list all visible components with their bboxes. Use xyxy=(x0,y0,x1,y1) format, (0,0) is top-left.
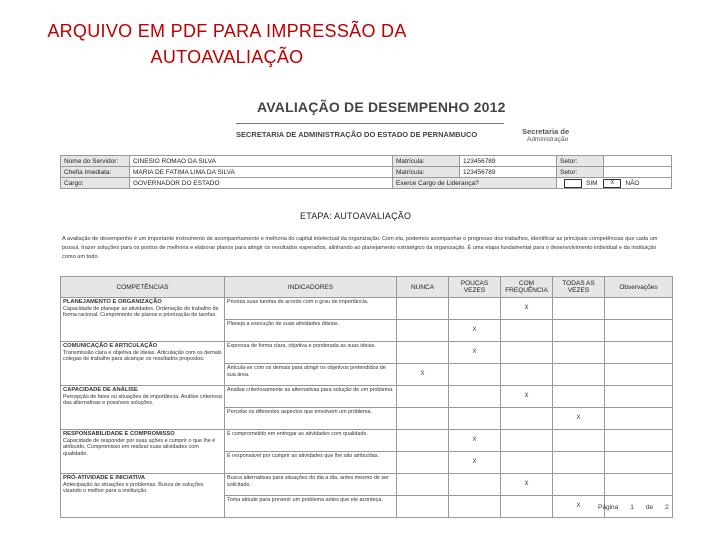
competency-cell xyxy=(61,342,225,386)
nunca-cell[interactable] xyxy=(397,496,449,518)
poucas-vezes-cell[interactable] xyxy=(449,474,501,496)
com-frequencia-cell[interactable] xyxy=(501,320,553,342)
document-subtitle: SECRETARIA DE ADMINISTRAÇÃO DO ESTADO DE PERNAMBUCO xyxy=(236,130,478,139)
nunca-cell[interactable] xyxy=(397,430,449,452)
sim-checkbox[interactable] xyxy=(564,179,582,188)
competency-table xyxy=(60,276,673,518)
competency-description: Transmissão clara e objetiva de ideias. Articulação com os demais colegas de trabalho para alcançar os resultados propostos. xyxy=(63,349,222,362)
com-frequencia-cell[interactable]: X xyxy=(501,474,553,496)
lideranca-label: Exerce Cargo de Liderança? xyxy=(393,178,557,189)
setor2-value xyxy=(604,167,672,178)
competency-name: RESPONSABILIDADE E COMPROMISSO xyxy=(63,431,175,437)
indicator-text: Expressa de forma clara, objetiva e ponderada as suas ideias. xyxy=(225,342,397,364)
todas-as-vezes-cell[interactable] xyxy=(553,342,605,364)
employee-info-table xyxy=(60,155,672,189)
todas-as-vezes-cell[interactable] xyxy=(553,430,605,452)
title-divider xyxy=(236,123,504,124)
indicator-text: Analisa criteriosamente as alternativas para solução de um problema. xyxy=(225,386,397,408)
todas-as-vezes-cell[interactable]: X xyxy=(553,496,605,518)
observacoes-cell[interactable] xyxy=(605,408,673,430)
com-frequencia-cell[interactable] xyxy=(501,364,553,386)
lideranca-options xyxy=(557,178,672,189)
competency-name: PRÓ-ATIVIDADE E INICIATIVA xyxy=(63,475,146,481)
document-title: AVALIAÇÃO DE DESEMPENHO 2012 xyxy=(257,99,506,115)
page-label: Página xyxy=(598,504,619,511)
setor2-label: Setor: xyxy=(557,167,604,178)
intro-paragraph: A avaliação de desempenho é um importante instrumento de acompanhamento e melhoria do capital intelectual da organização. Com ela, podemos acompanhar o progresso dos trabalhos, identificar as principais competências que cada um possui, trazer soluções para os pontos de melhoria e elaborar planos para atingir os resultados esperados, alinhando ao planejamento estratégico da organização. É uma etapa fundamental para o desenvolvimento individual e da instituição como um todo. xyxy=(62,236,658,260)
col-competencias: COMPETÊNCIAS xyxy=(61,277,225,298)
table-row xyxy=(61,342,673,364)
matricula-value: 123456789 xyxy=(460,156,557,167)
matricula2-value: 123456789 xyxy=(460,167,557,178)
com-frequencia-cell[interactable] xyxy=(501,430,553,452)
nao-checkbox[interactable]: X xyxy=(603,179,621,188)
observacoes-cell[interactable] xyxy=(605,298,673,320)
table-row xyxy=(61,298,673,320)
table-row xyxy=(61,474,673,496)
page-total: 2 xyxy=(665,504,669,511)
observacoes-cell[interactable] xyxy=(605,430,673,452)
todas-as-vezes-cell[interactable] xyxy=(553,386,605,408)
etapa-heading: ETAPA: AUTOAVALIAÇÃO xyxy=(300,211,412,221)
poucas-vezes-cell[interactable] xyxy=(449,408,501,430)
competency-description: Percepção de fatos ou situações de importância. Análise criteriosa das alternativas e possíveis soluções. xyxy=(63,393,222,406)
pdf-document xyxy=(52,92,680,522)
competency-cell xyxy=(61,386,225,430)
todas-as-vezes-cell[interactable] xyxy=(553,298,605,320)
competency-cell xyxy=(61,474,225,518)
observacoes-cell[interactable] xyxy=(605,452,673,474)
nome-value: CINESIO ROMAO DA SILVA xyxy=(130,156,393,167)
poucas-vezes-cell[interactable]: X xyxy=(449,342,501,364)
col-indicadores: INDICADORES xyxy=(225,277,397,298)
page-sep: de xyxy=(645,504,654,511)
indicator-text: Toma atitude para prevenir um problema antes que ele aconteça. xyxy=(225,496,397,518)
competency-cell xyxy=(61,298,225,342)
page-current: 1 xyxy=(630,504,634,511)
logo-line1: Secretaria de xyxy=(522,127,570,136)
observacoes-cell[interactable] xyxy=(605,364,673,386)
competency-name: PLANEJAMENTO E ORGANIZAÇÃO xyxy=(63,299,162,305)
indicator-text: Articula-se com os demais para atingir os objetivos pretendidos de sua área. xyxy=(225,364,397,386)
com-frequencia-cell[interactable] xyxy=(501,342,553,364)
secretaria-logo xyxy=(522,128,569,144)
com-frequencia-cell[interactable] xyxy=(501,496,553,518)
nome-label: Nome do Servidor: xyxy=(61,156,130,167)
nunca-cell[interactable] xyxy=(397,298,449,320)
nunca-cell[interactable] xyxy=(397,452,449,474)
com-frequencia-cell[interactable] xyxy=(501,408,553,430)
todas-as-vezes-cell[interactable] xyxy=(553,474,605,496)
poucas-vezes-cell[interactable]: X xyxy=(449,452,501,474)
competency-description: Capacidade de responder por suas ações e cumprir o que lhe é atribuído. Compromisso em realizar suas atividades com qualidade. xyxy=(63,437,216,457)
nunca-cell[interactable] xyxy=(397,474,449,496)
competency-description: Antecipação às situações e problemas. Busca de soluções visando o melhor para a instituição. xyxy=(63,481,204,494)
table-row xyxy=(61,386,673,408)
col-todas-as-vezes: TODAS AS VEZES xyxy=(553,277,605,298)
com-frequencia-cell[interactable] xyxy=(501,452,553,474)
indicator-text: Percebe os diferentes aspectos que envolvem um problema. xyxy=(225,408,397,430)
nao-label: NÃO xyxy=(625,179,640,187)
indicator-text: É responsável por cumprir as atividades que lhe são atribuídas. xyxy=(225,452,397,474)
observacoes-cell[interactable] xyxy=(605,320,673,342)
com-frequencia-cell[interactable]: X xyxy=(501,386,553,408)
matricula2-label: Matrícula: xyxy=(393,167,460,178)
logo-line2: Administração xyxy=(527,136,569,143)
matricula-label: Matrícula: xyxy=(393,156,460,167)
indicator-text: Planeja a execução de suas atividades diárias. xyxy=(225,320,397,342)
col-poucas-vezes: POUCAS VEZES xyxy=(449,277,501,298)
competency-cell xyxy=(61,430,225,474)
indicator-text: Prioriza suas tarefas de acordo com o grau de importância. xyxy=(225,298,397,320)
col-observacoes: Observações xyxy=(605,277,673,298)
todas-as-vezes-cell[interactable] xyxy=(553,364,605,386)
observacoes-cell[interactable] xyxy=(605,474,673,496)
col-nunca: NUNCA xyxy=(397,277,449,298)
setor-label: Setor: xyxy=(557,156,604,167)
poucas-vezes-cell[interactable]: X xyxy=(449,430,501,452)
nunca-cell[interactable] xyxy=(397,386,449,408)
nunca-cell[interactable] xyxy=(397,320,449,342)
poucas-vezes-cell[interactable] xyxy=(449,386,501,408)
page-number xyxy=(592,504,675,511)
sim-label: SIM xyxy=(586,179,598,187)
col-com-frequencia: COM FREQUÊNCIA xyxy=(501,277,553,298)
poucas-vezes-cell[interactable]: X xyxy=(449,320,501,342)
nunca-cell[interactable] xyxy=(397,342,449,364)
setor-value xyxy=(604,156,672,167)
table-row xyxy=(61,430,673,452)
poucas-vezes-cell[interactable] xyxy=(449,364,501,386)
competency-description: Capacidade de planejar as atividades. Ordenação do trabalho de forma racional. Cumprimento de planos e priorização de tarefas. xyxy=(63,305,219,318)
indicator-text: Busca alternativas para situações do dia a dia, antes mesmo de ser solicitado. xyxy=(225,474,397,496)
competency-name: CAPACIDADE DE ANÁLISE xyxy=(63,387,138,393)
com-frequencia-cell[interactable]: X xyxy=(501,298,553,320)
cargo-label: Cargo: xyxy=(61,178,130,189)
poucas-vezes-cell[interactable] xyxy=(449,496,501,518)
competency-name: COMUNICAÇÃO E ARTICULAÇÃO xyxy=(63,343,158,349)
todas-as-vezes-cell[interactable] xyxy=(553,452,605,474)
slide-title-line2: AUTOAVALIAÇÃO xyxy=(150,47,304,67)
competency-rows xyxy=(61,298,673,518)
nunca-cell[interactable]: X xyxy=(397,364,449,386)
observacoes-cell[interactable] xyxy=(605,386,673,408)
slide-title-line1: ARQUIVO EM PDF PARA IMPRESSÃO DA xyxy=(47,21,407,41)
observacoes-cell[interactable] xyxy=(605,342,673,364)
todas-as-vezes-cell[interactable] xyxy=(553,320,605,342)
poucas-vezes-cell[interactable] xyxy=(449,298,501,320)
chefia-label: Chefia Imediata: xyxy=(61,167,130,178)
cargo-value: GOVERNADOR DO ESTADO xyxy=(130,178,393,189)
indicator-text: É comprometido em entregar as atividades com qualidade. xyxy=(225,430,397,452)
nunca-cell[interactable] xyxy=(397,408,449,430)
chefia-value: MARIA DE FATIMA LIMA DA SILVA xyxy=(130,167,393,178)
todas-as-vezes-cell[interactable]: X xyxy=(553,408,605,430)
